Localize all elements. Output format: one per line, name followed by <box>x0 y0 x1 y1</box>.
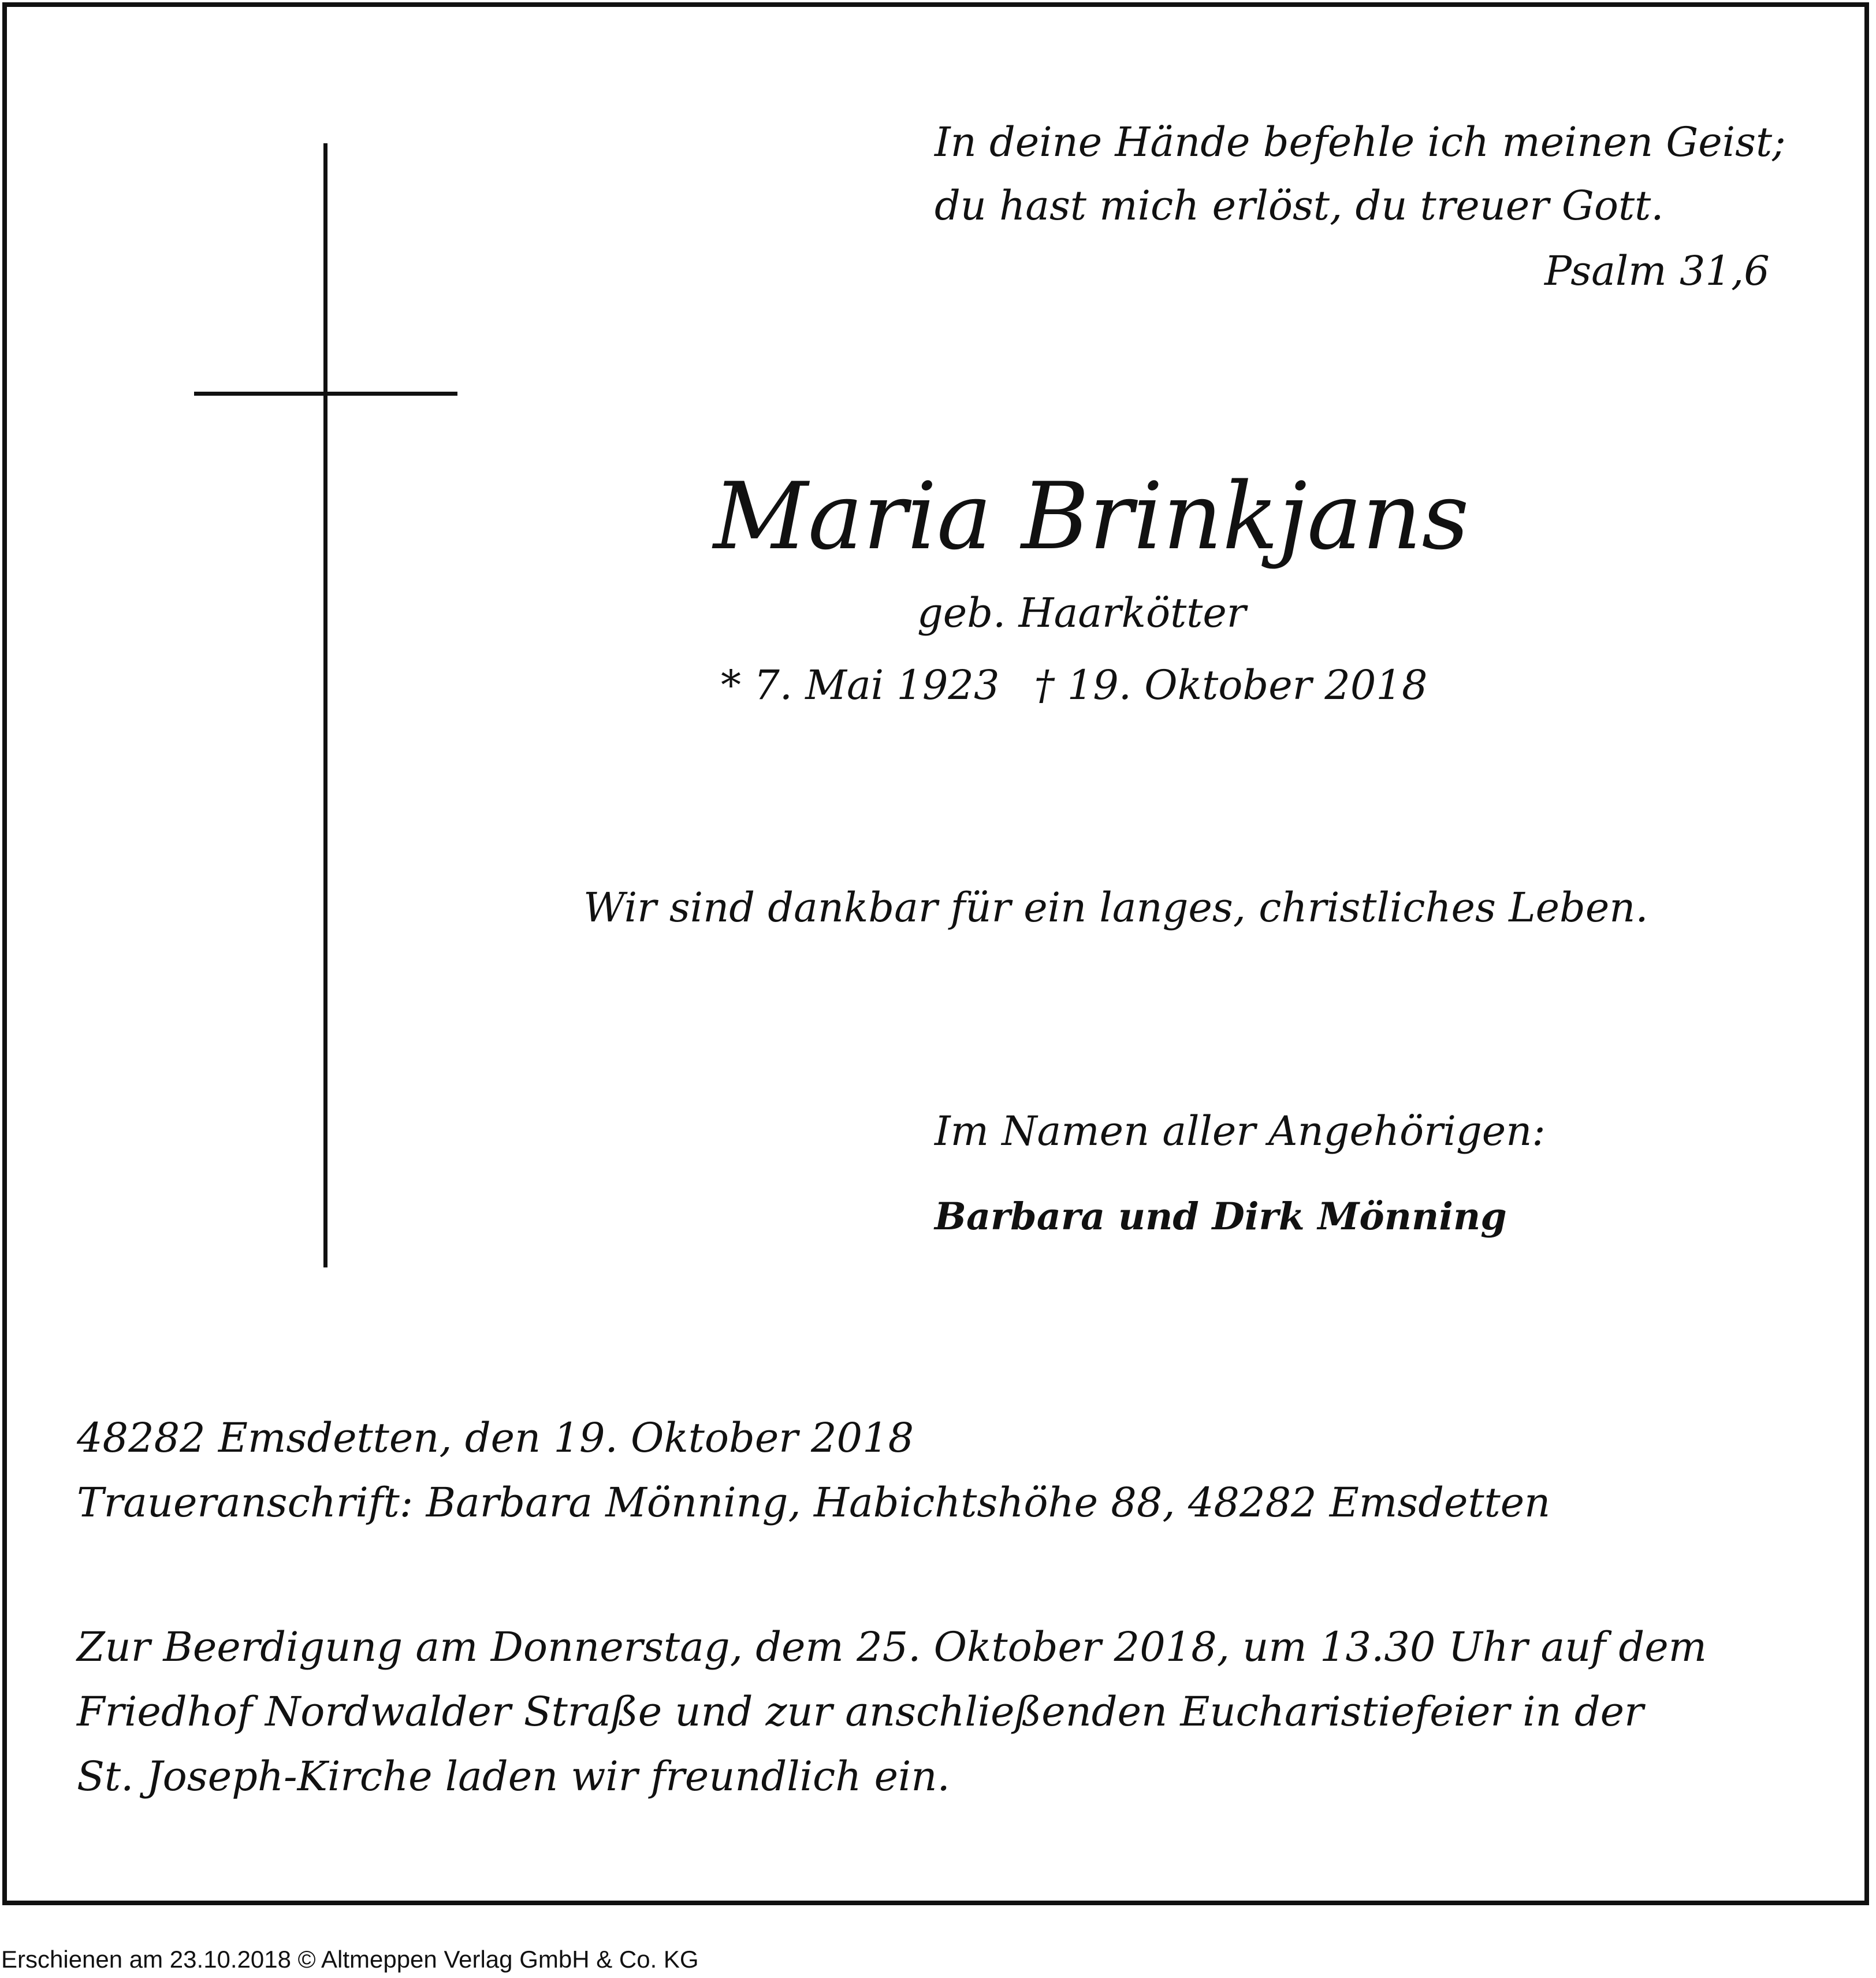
birth-name: geb. Haarkötter <box>917 589 1246 637</box>
family-signers: Barbara und Dirk Mönning <box>935 1195 1507 1239</box>
family-intro: Im Namen aller Angehörigen: <box>935 1107 1546 1155</box>
thanks-line: Wir sind dankbar für ein langes, christliches Leben. <box>583 884 1648 931</box>
funeral-line-2: Friedhof Nordwalder Straße und zur anschließenden Eucharistiefeier in der <box>77 1688 1644 1735</box>
birth-date: * 7. Mai 1923 <box>721 661 1000 709</box>
psalm-reference: Psalm 31,6 <box>1544 247 1770 295</box>
mourning-address: Traueranschrift: Barbara Mönning, Habichtshöhe 88, 48282 Emsdetten <box>77 1479 1551 1526</box>
publication-footer: Erschienen am 23.10.2018 © Altmeppen Verlag GmbH & Co. KG <box>1 1946 699 1973</box>
place-date: 48282 Emsdetten, den 19. Oktober 2018 <box>77 1414 914 1462</box>
death-date: † 19. Oktober 2018 <box>1034 661 1428 709</box>
psalm-line-1: In deine Hände befehle ich meinen Geist; <box>935 118 1786 166</box>
funeral-line-3: St. Joseph-Kirche laden wir freundlich ein. <box>77 1753 950 1800</box>
cross-vertical-beam <box>323 143 327 1267</box>
life-dates <box>721 661 1427 709</box>
deceased-name: Maria Brinkjans <box>713 462 1469 570</box>
psalm-line-2: du hast mich erlöst, du treuer Gott. <box>935 182 1664 229</box>
cross-horizontal-beam <box>194 392 457 396</box>
funeral-line-1: Zur Beerdigung am Donnerstag, dem 25. Oktober 2018, um 13.30 Uhr auf dem <box>77 1623 1707 1671</box>
